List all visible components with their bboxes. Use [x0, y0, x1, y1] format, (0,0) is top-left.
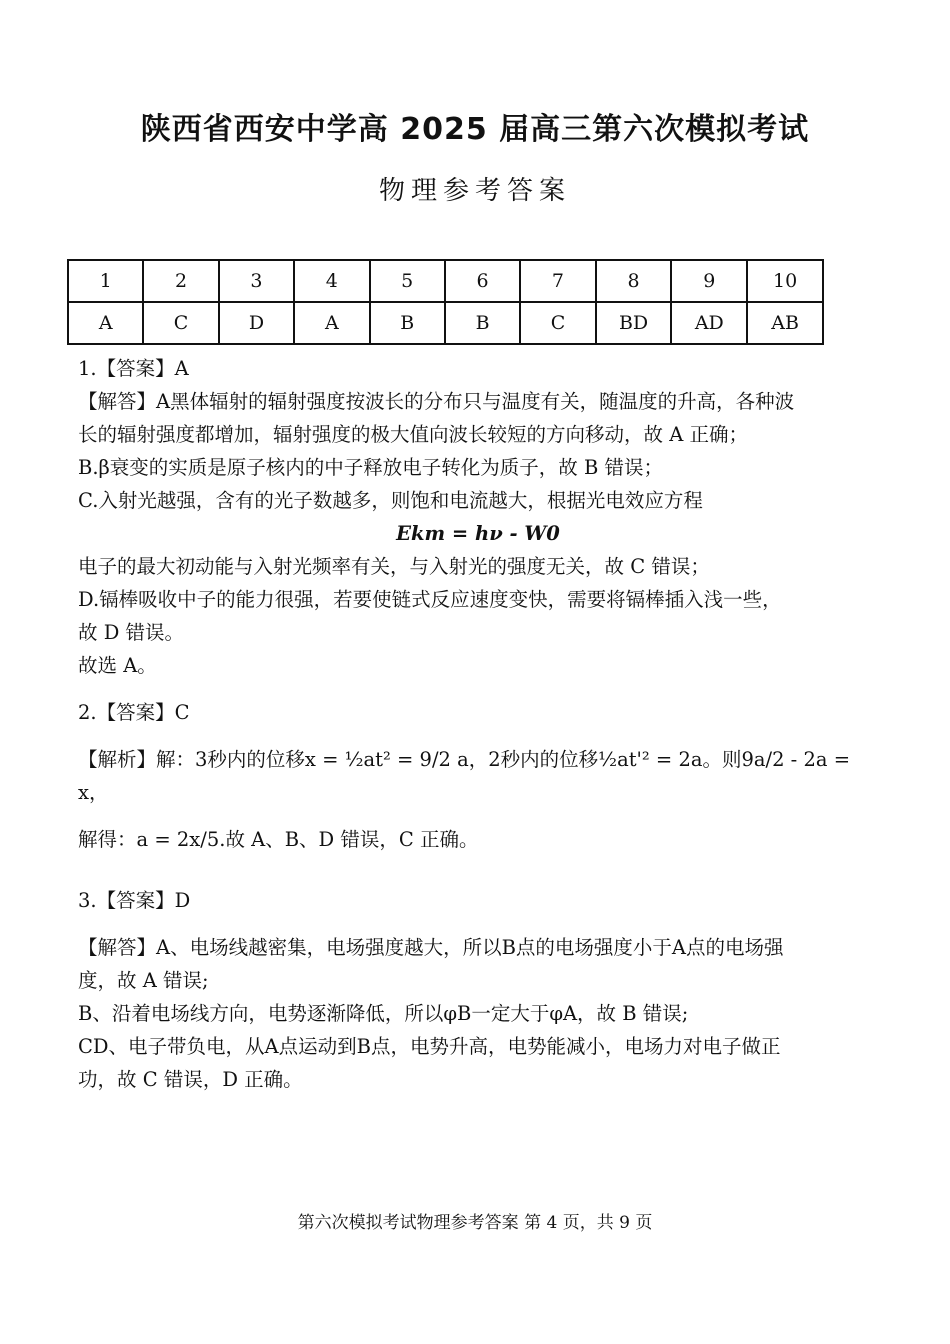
solution-line: D.镉棒吸收中子的能力很强，若要使链式反应速度变快，需要将镉棒插入浅一些， — [78, 588, 782, 611]
photoelectric-equation: Ekm = hν - W0 — [396, 522, 560, 545]
solution-line: C.入射光越强，含有的光子数越多，则饱和电流越大，根据光电效应方程 — [78, 489, 703, 512]
solution-line: 【解答】A黑体辐射的辐射强度按波长的分布只与温度有关，随温度的升高，各种波 — [78, 390, 795, 413]
question-number: 2 — [143, 260, 218, 302]
answer-cell: D — [219, 302, 294, 344]
answer-cell: B — [445, 302, 520, 344]
solution-line: 电子的最大初动能与入射光频率有关，与入射光的强度无关，故 C 错误； — [78, 555, 710, 578]
answer-cell: AB — [747, 302, 823, 344]
answer-header: 2.【答案】C — [78, 701, 190, 724]
page-title: 陕西省西安中学高 2025 届高三第六次模拟考试 — [140, 112, 810, 147]
solution-line: B.β衰变的实质是原子核内的中子释放电子转化为质子，故 B 错误； — [78, 456, 664, 479]
answer-table-number-row — [68, 260, 823, 302]
answer-cell: A — [294, 302, 369, 344]
answer-cell: C — [143, 302, 218, 344]
answer-cell: AD — [671, 302, 747, 344]
answer-cell: B — [370, 302, 445, 344]
question-number: 1 — [68, 260, 143, 302]
solution-line: 故选 A。 — [78, 654, 157, 677]
question-3-solution — [78, 884, 878, 1096]
answer-cell: A — [68, 302, 143, 344]
question-number: 8 — [596, 260, 672, 302]
answer-header: 1.【答案】A — [78, 357, 189, 380]
question-number: 4 — [294, 260, 369, 302]
question-number: 5 — [370, 260, 445, 302]
answer-header: 3.【答案】D — [78, 889, 191, 912]
page-footer: 第六次模拟考试物理参考答案 第 4 页，共 9 页 — [297, 1213, 653, 1233]
solution-line: 功，故 C 错误，D 正确。 — [78, 1068, 303, 1091]
question-1-solution — [78, 352, 878, 682]
answer-table — [67, 259, 824, 345]
solution-line: 度，故 A 错误; — [78, 969, 209, 992]
answer-table-answer-row — [68, 302, 823, 344]
solution-line: 故 D 错误。 — [78, 621, 185, 644]
solution-line: 【解析】解：3秒内的位移x = ½at² = 9/2 a，2秒内的位移½at'² = 2a。则9a/2 - 2a = x， — [78, 748, 851, 804]
solution-line: CD、电子带负电，从A点运动到B点，电势升高，电势能减小，电场力对电子做正 — [78, 1035, 781, 1058]
answer-cell: BD — [596, 302, 672, 344]
question-number: 10 — [747, 260, 823, 302]
question-number: 3 — [219, 260, 294, 302]
question-number: 7 — [520, 260, 595, 302]
question-2-solution — [78, 696, 878, 856]
question-number: 9 — [671, 260, 747, 302]
solutions-body — [78, 352, 878, 1096]
question-number: 6 — [445, 260, 520, 302]
solution-line: 解得：a = 2x/5.故 A、B、D 错误，C 正确。 — [78, 828, 479, 851]
answer-cell: C — [520, 302, 595, 344]
solution-line: 长的辐射强度都增加，辐射强度的极大值向波长较短的方向移动，故 A 正确； — [78, 423, 748, 446]
page-subtitle: 物理参考答案 — [378, 176, 571, 206]
solution-line: 【解答】A、电场线越密集，电场强度越大，所以B点的电场强度小于A点的电场强 — [78, 936, 784, 959]
solution-line: B、沿着电场线方向，电势逐渐降低，所以φB一定大于φA，故 B 错误; — [78, 1002, 689, 1025]
